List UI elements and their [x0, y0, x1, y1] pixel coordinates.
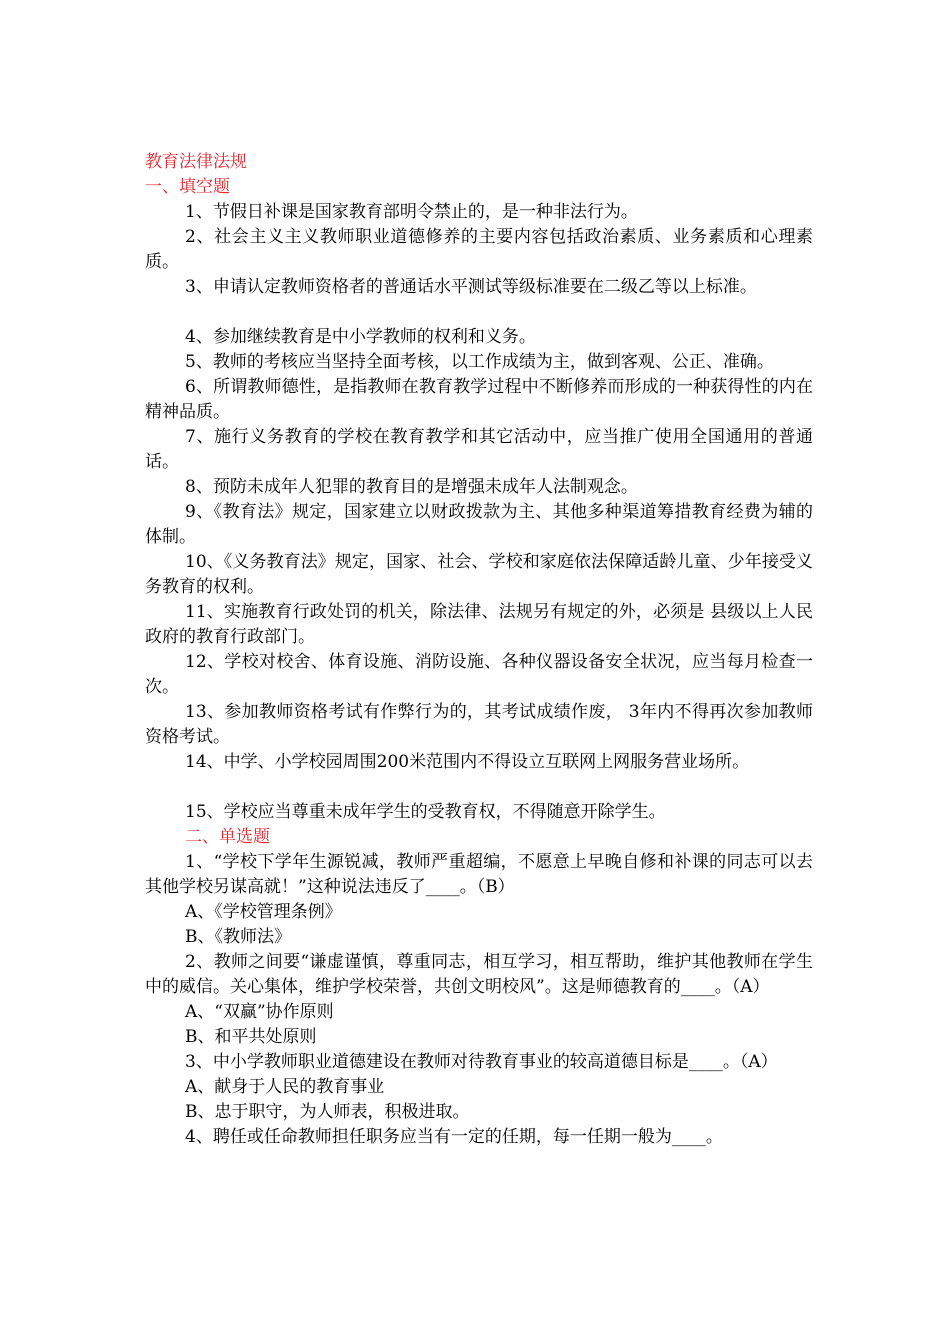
question-option: B、和平共处原则: [185, 1027, 317, 1047]
document-title: 教育法律法规: [145, 152, 247, 172]
question-option: A、“双赢”协作原则: [185, 1002, 334, 1022]
fill-item: 15、学校应当尊重未成年学生的受教育权，不得随意开除学生。: [185, 802, 666, 822]
fill-item: 1、节假日补课是国家教育部明令禁止的，是一种非法行为。: [185, 202, 638, 222]
question-option: A、《学校管理条例》: [185, 902, 342, 922]
fill-item: 9、《教育法》规定，国家建立以财政拨款为主、其他多种渠道筹措教育经费为辅的体制。: [145, 502, 813, 547]
fill-item: 4、参加继续教育是中小学教师的权利和义务。: [185, 327, 536, 347]
section-heading-single-choice: 二、单选题: [185, 827, 270, 847]
fill-item: 13、参加教师资格考试有作弊行为的，其考试成绩作废， 3年内不得再次参加教师资格考试。: [145, 702, 813, 747]
fill-item: 5、教师的考核应当坚持全面考核，以工作成绩为主，做到客观、公正、准确。: [185, 352, 774, 372]
document-body: [145, 150, 813, 1150]
question-option: A、献身于人民的教育事业: [185, 1077, 385, 1097]
fill-item: 8、预防未成年人犯罪的教育目的是增强未成年人法制观念。: [185, 477, 638, 497]
blank-line: [145, 300, 813, 325]
blank-line: [145, 775, 813, 800]
question-stem: 4、聘任或任命教师担任职务应当有一定的任期，每一任期一般为____。: [185, 1127, 723, 1147]
question-stem: 1、“学校下学年生源锐减，教师严重超编，不愿意上早晚自修和补课的同志可以去其他学校另谋高就！”这种说法违反了____。（B）: [145, 852, 813, 897]
question-stem: 3、中小学教师职业道德建设在教师对待教育事业的较高道德目标是____。（A）: [185, 1052, 778, 1072]
fill-item: 12、学校对校舍、体育设施、消防设施、各种仪器设备安全状况，应当每月检查一次。: [145, 652, 813, 697]
fill-item: 11、实施教育行政处罚的机关，除法律、法规另有规定的外，必须是 县级以上人民政府的教育行政部门。: [145, 602, 813, 647]
fill-item: 3、申请认定教师资格者的普通话水平测试等级标准要在二级乙等以上标准。: [185, 277, 757, 297]
fill-item: 14、中学、小学校园周围200米范围内不得设立互联网上网服务营业场所。: [185, 752, 750, 772]
fill-item: 10、《义务教育法》规定，国家、社会、学校和家庭依法保障适龄儿童、少年接受义务教育的权利。: [145, 552, 813, 597]
question-option: B、忠于职守，为人师表，积极进取。: [185, 1102, 470, 1122]
fill-item: 7、施行义务教育的学校在教育教学和其它活动中，应当推广使用全国通用的普通话。: [145, 427, 813, 472]
section-heading-fill-in: 一、填空题: [145, 177, 230, 197]
question-option: B、《教师法》: [185, 927, 291, 947]
fill-item: 2、社会主义主义教师职业道德修养的主要内容包括政治素质、业务素质和心理素质。: [145, 227, 813, 272]
fill-item: 6、所谓教师德性，是指教师在教育教学过程中不断修养而形成的一种获得性的内在精神品质。: [145, 377, 813, 422]
question-stem: 2、教师之间要“谦虚谨慎，尊重同志，相互学习，相互帮助，维护其他教师在学生中的威信。关心集体，维护学校荣誉，共创文明校风”。这是师德教育的____。（A）: [145, 952, 813, 997]
